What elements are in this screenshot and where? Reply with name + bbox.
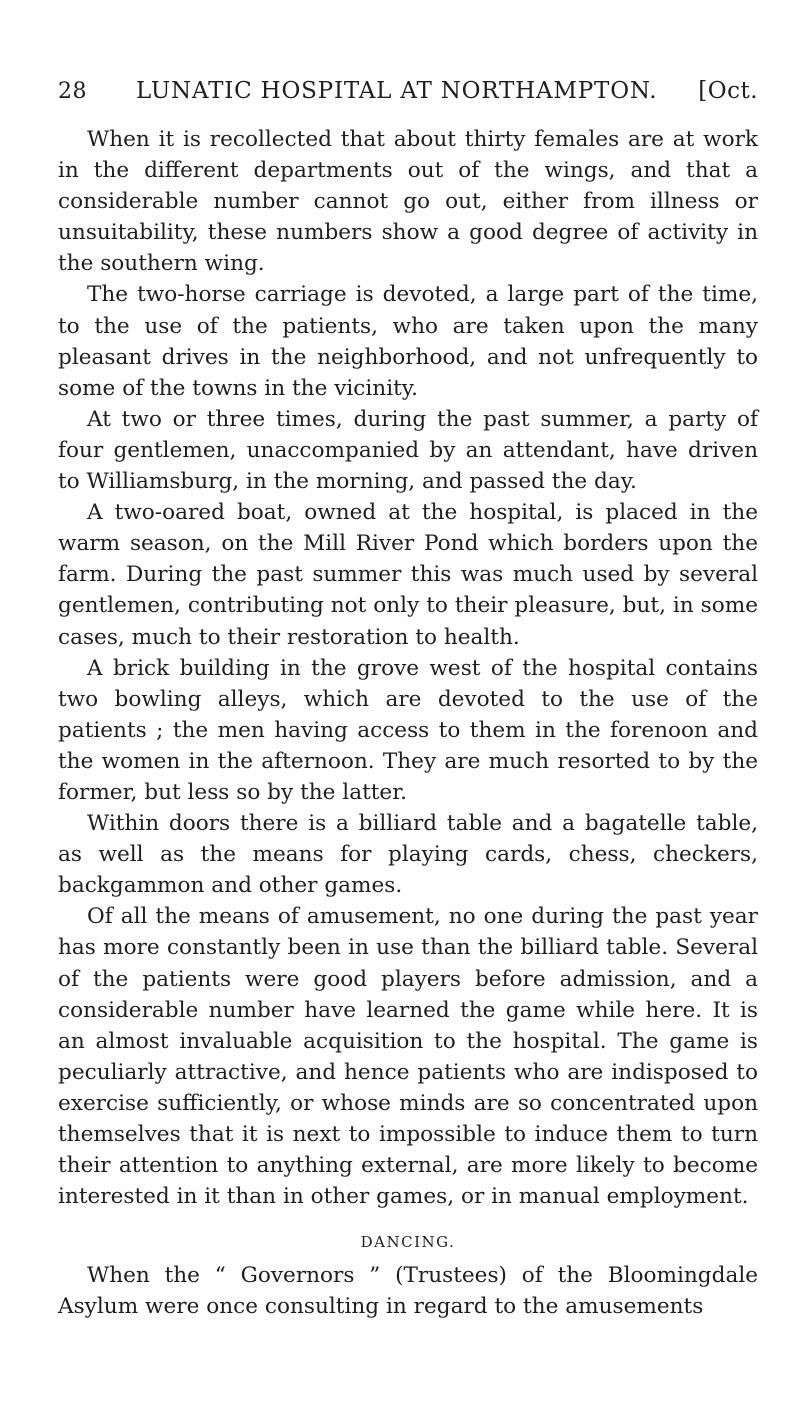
paragraph: Of all the means of amusement, no one during the past year has more constantly been in use than the billiard table. Several of the patients were good players before admission, and a considerable number have learned the game while here. It is an almost invaluable acquisition to the hospital. The game is peculiarly attractive, and hence patients who are indisposed to exercise sufficiently, or whose minds are so concentrated upon themselves that it is next to impossible to induce them to turn their attention to anything external, are more likely to become interested in it than in other games, or in manual employment. (58, 904, 758, 1210)
book-page (58, 78, 758, 1322)
paragraph: The two-horse carriage is devoted, a large part of the time, to the use of the patients, who are taken upon the many pleasant drives in the neighborhood, and not unfrequently to some of the towns in the vicinity. (58, 282, 758, 401)
running-title: LUNATIC HOSPITAL AT NORTHAMPTON. (136, 78, 658, 104)
body-text (58, 124, 758, 1322)
paragraph: When the “ Governors ” (Trustees) of the Bloomingdale Asylum were once consulting in regard to the amusements (58, 1263, 758, 1320)
running-header (58, 78, 758, 104)
page-number: 28 (58, 79, 87, 104)
paragraph: At two or three times, during the past summer, a party of four gentlemen, unaccompanied by an attendant, have driven to Williamsburg, in the morning, and passed the day. (58, 406, 758, 495)
paragraph: A two-oared boat, owned at the hospital, is placed in the warm season, on the Mill River Pond which borders upon the farm. During the past summer this was much used by several gentlemen, contributing not only to their pleasure, but, in some cases, much to their restoration to health. (58, 500, 758, 650)
section-heading-dancing: DANCING. (360, 1233, 456, 1252)
paragraph: When it is recollected that about thirty females are at work in the different departments out of the wings, and that a considerable number cannot go out, either from illness or unsuitability, these numbers show a good degree of activity in the southern wing. (58, 127, 758, 277)
running-date: [Oct. (698, 78, 758, 104)
paragraph: Within doors there is a billiard table and a bagatelle table, as well as the means for playing cards, chess, checkers, backgammon and other games. (58, 811, 758, 899)
paragraph: A brick building in the grove west of the hospital contains two bowling alleys, which are devoted to the use of the patients ; the men having access to them in the forenoon and the women in the afternoon. They are much resorted to by the former, but less so by the latter. (58, 655, 758, 805)
